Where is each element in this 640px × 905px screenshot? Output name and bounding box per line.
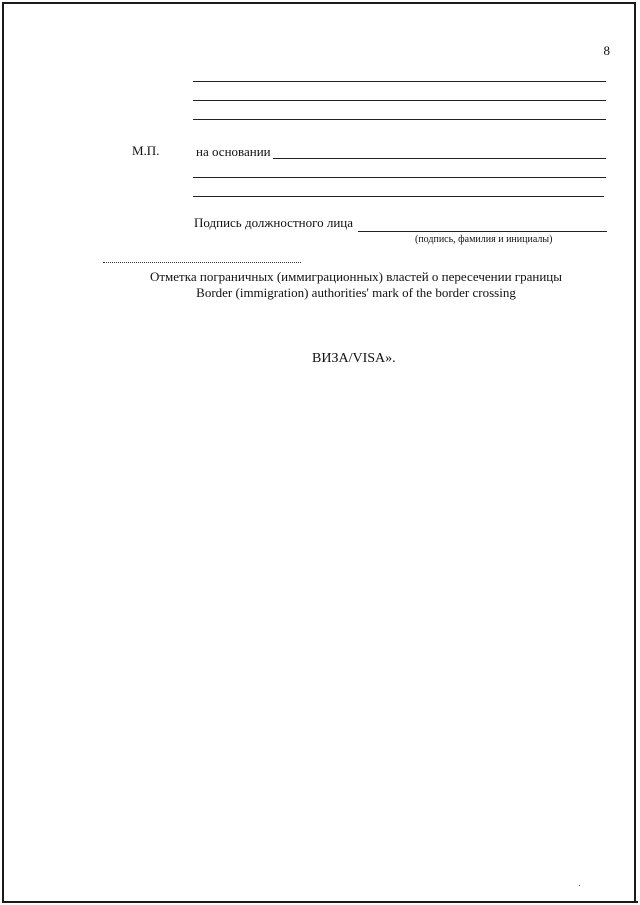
basis-label: на основании	[196, 144, 271, 159]
page-bottom-border	[2, 901, 638, 903]
scan-speck	[579, 885, 580, 886]
blank-line	[193, 177, 606, 178]
border-mark-title-ru: Отметка пограничных (иммиграционных) властей о пересечении границы	[149, 269, 562, 284]
blank-line	[193, 196, 604, 197]
signature-label: Подпись должностного лица	[194, 215, 354, 230]
basis-field-line	[273, 158, 606, 159]
border-mark-title-en: Border (immigration) authorities' mark of the border crossing	[196, 285, 516, 300]
signature-line	[358, 231, 607, 232]
visa-title: ВИЗА/VISA».	[312, 351, 396, 366]
page-number: 8	[603, 43, 610, 58]
page-frame	[2, 2, 636, 901]
blank-line	[193, 81, 606, 82]
signature-caption: (подпись, фамилия и инициалы)	[415, 234, 553, 245]
blank-line	[193, 119, 606, 120]
blank-line	[193, 100, 606, 101]
seal-label: М.П.	[132, 143, 160, 158]
dotted-separator	[103, 262, 301, 263]
